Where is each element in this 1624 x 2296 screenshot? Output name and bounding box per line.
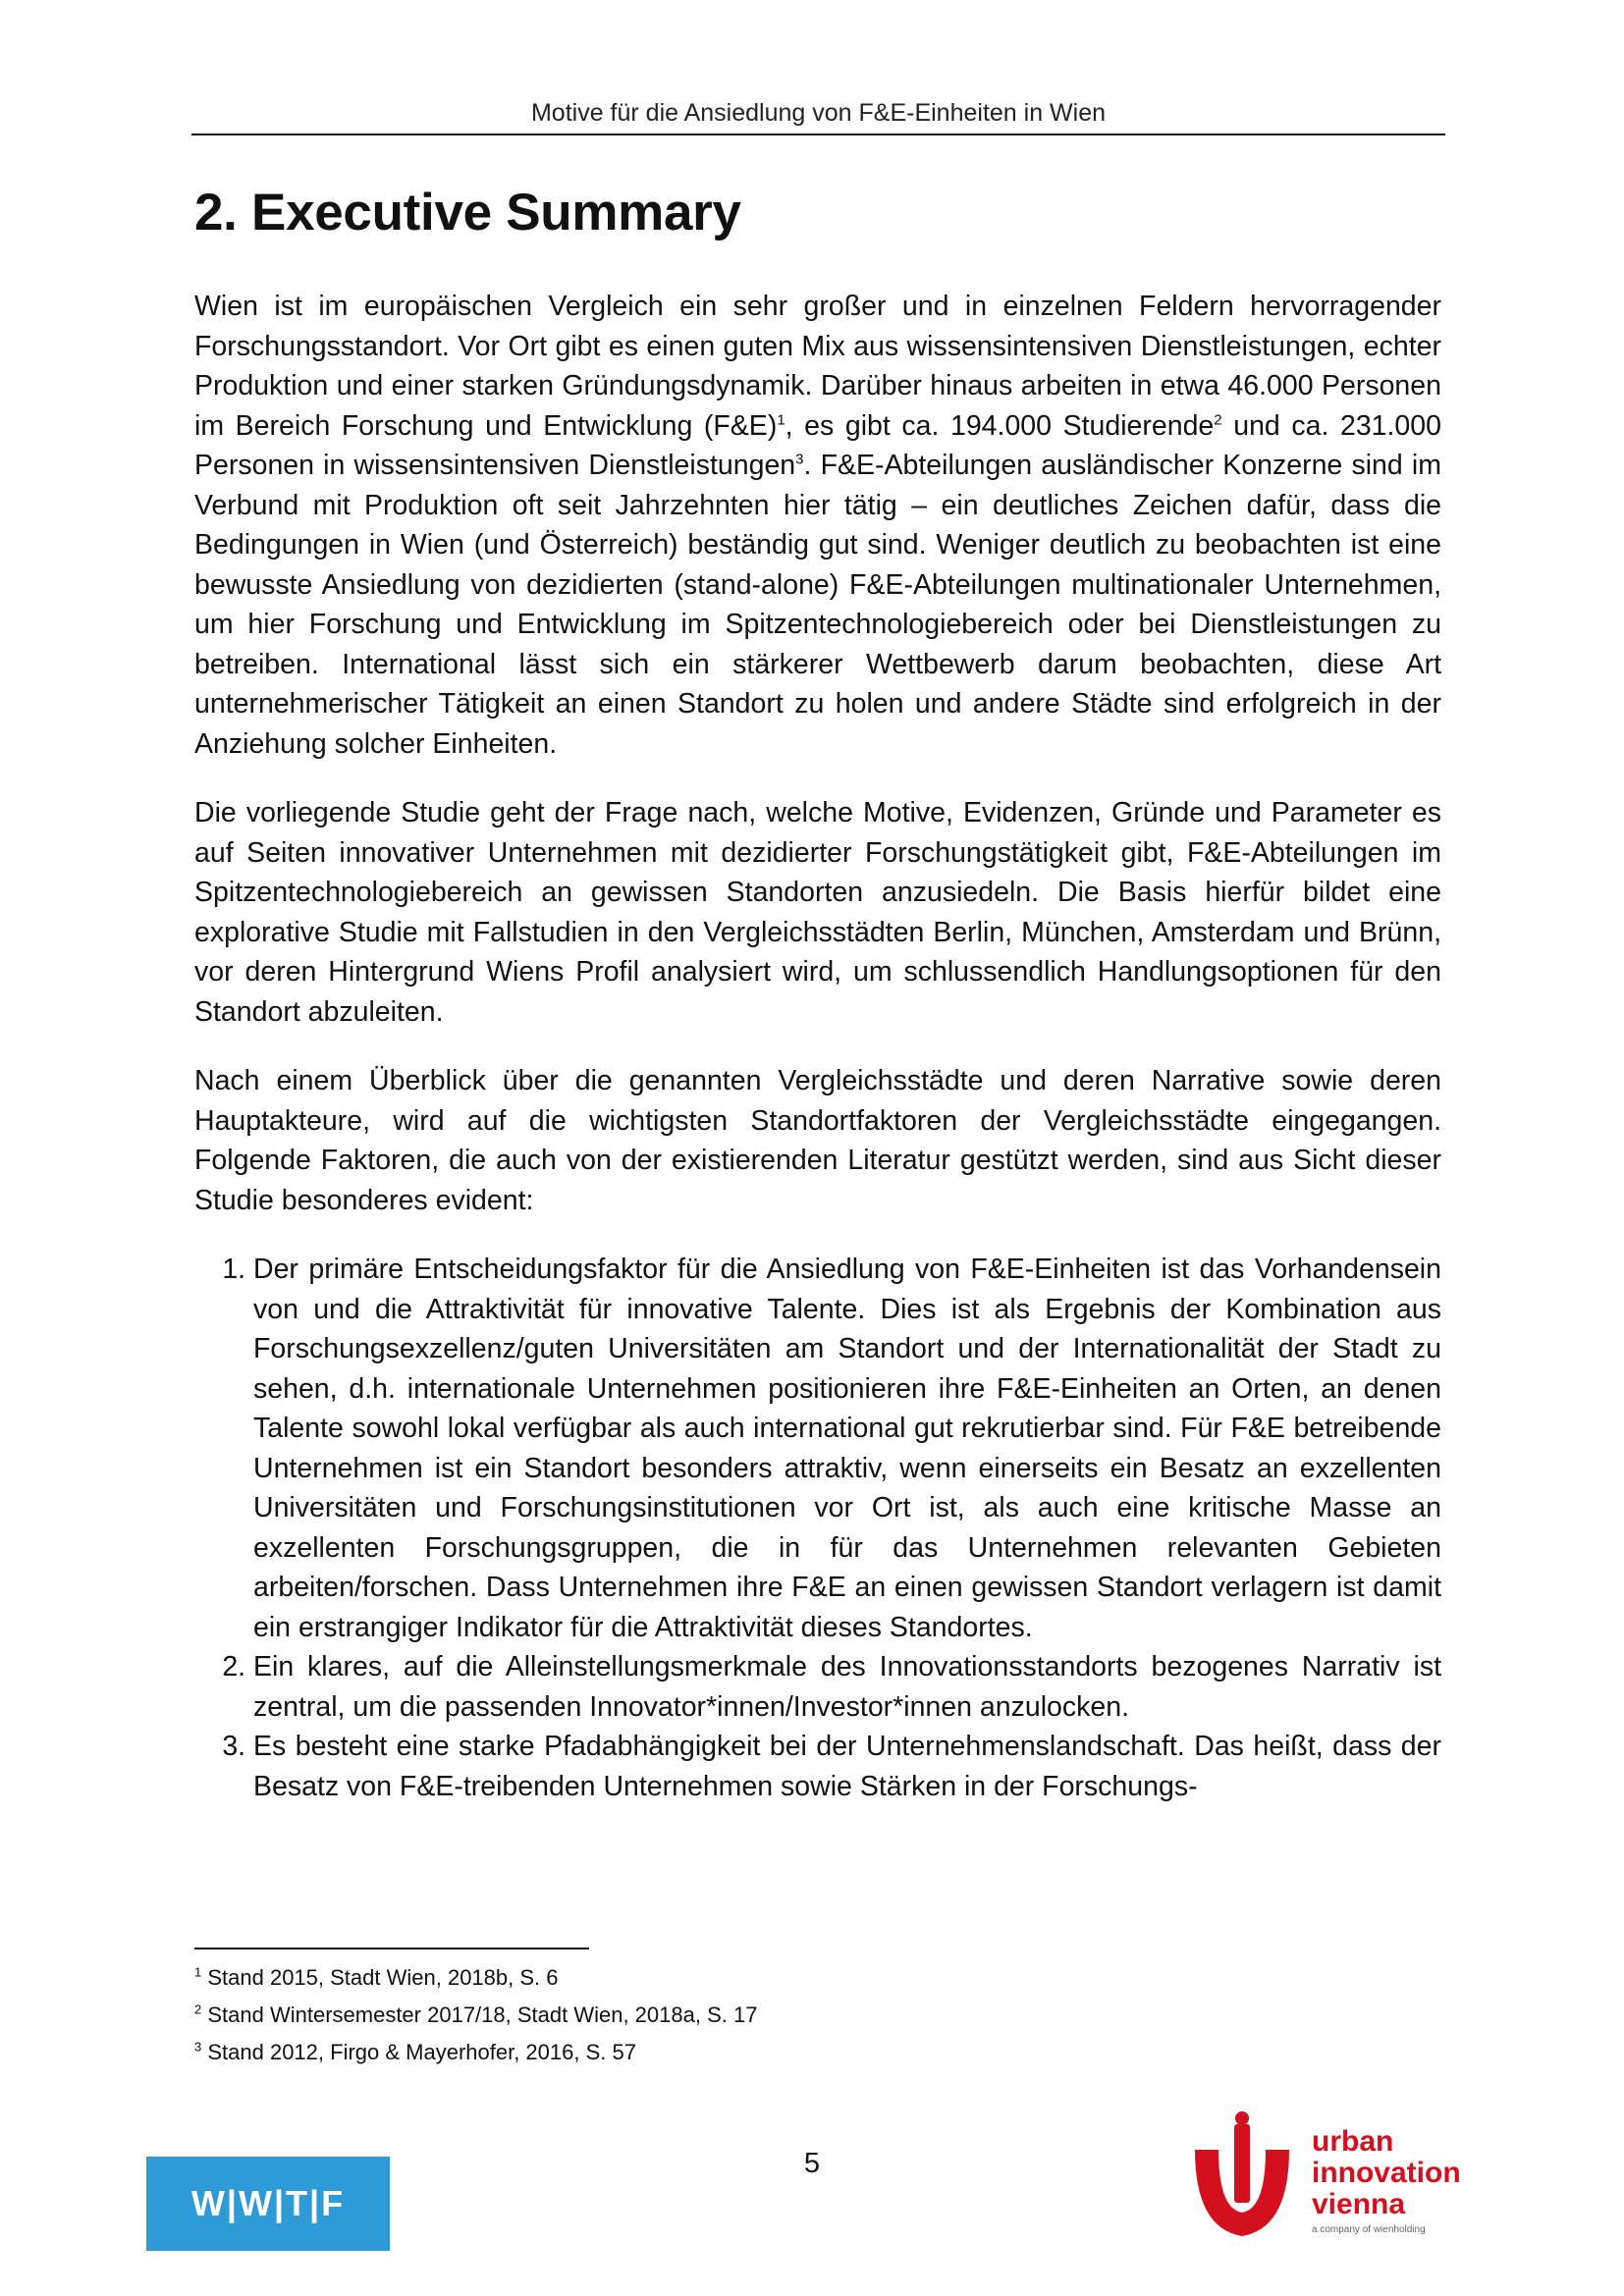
wwtf-logo: W|W|T|F (146, 2157, 390, 2251)
footnote-ref-1: 1 (777, 411, 785, 428)
body-text (194, 287, 1441, 1806)
section-heading: 2. Executive Summary (194, 184, 741, 241)
footnote: $^3$ Stand 2012, Firgo & Mayerhofer, 2016, S. 57 (194, 2039, 636, 2064)
footnote: $^2$ Stand Wintersemester 2017/18, Stadt Wien, 2018a, S. 17 (194, 2002, 758, 2027)
uiv-wordmark: urban innovation vienna (1312, 2125, 1461, 2220)
running-header: Motive für die Ansiedlung von F&E-Einheiten in Wien (191, 94, 1445, 135)
uiv-tagline: a company of wienholding (1312, 2224, 1426, 2235)
list-item: 3. Es besteht eine starke Pfadabhängigkeit bei der Unternehmenslandschaft. Das heißt, dass der Besatz von F&E-treibenden Unternehmen sowie Stärken in der Forschungs- (253, 1727, 1441, 1806)
footnote-divider (194, 1948, 589, 1949)
factor-list (194, 1250, 1441, 1806)
footnotes (194, 1959, 757, 2071)
list-item: 1. Der primäre Entscheidungsfaktor für die Ansiedlung von F&E-Einheiten ist das Vorhandensein von und die Attraktivität für innovative Talente. Dies ist als Ergebnis der Kombination aus Forschungsexzellenz/guten Universitäten am Standort und der Internationalität der Stadt zu sehen, d.h. internationale Unternehmen positionieren ihre F&E-Einheiten an Orten, an denen Talente sowohl lokal verfügbar als auch international gut rekrutierbar sind. Für F&E betreibende Unternehmen ist ein Standort besonders attraktiv, wenn einerseits ein Besatz an exzellenten Universitäten und Forschungsinstitutionen vor Ort ist, als auch eine kritische Masse an exzellenten Forschungsgruppen, die in für das Unternehmen relevanten Gebieten arbeiten/forschen. Dass Unternehmen ihre F&E an einen gewissen Standort verlagern ist damit ein erstrangiger Indikator für die Attraktivität dieses Standortes. (253, 1250, 1441, 1647)
paragraph-study: Die vorliegende Studie geht der Frage nach, welche Motive, Evidenzen, Gründe und Parameter es auf Seiten innovativer Unternehmen mit dezidierter Forschungstätigkeit gibt, F&E-Abteilungen im Spitzentechnologiebereich an gewissen Standorten anzusiedeln. Die Basis hierfür bildet eine explorative Studie mit Fallstudien in den Vergleichsstädten Berlin, München, Amsterdam und Brünn, vor deren Hintergrund Wiens Profil analysiert wird, um schlussendlich Handlungsoptionen für den Standort abzuleiten. (194, 797, 1441, 1028)
footnote-ref-3: 3 (795, 451, 804, 468)
page-number: 5 (803, 2148, 821, 2179)
paragraph-factors: Nach einem Überblick über die genannten Vergleichsstädte und deren Narrative sowie deren Hauptakteure, wird auf die wichtigsten Standortfaktoren der Vergleichsstädte eingegangen. Folgende Faktoren, die auch von der existierenden Literatur gestützt werden, sind aus Sicht dieser Studie besonderes evident: (194, 1065, 1441, 1216)
footnote: $^1$ Stand 2015, Stadt Wien, 2018b, S. 6 (194, 1964, 559, 1990)
list-item: 2. Ein klares, auf die Alleinstellungsmerkmale des Innovationsstandorts bezogenes Narrativ ist zentral, um die passenden Innovator*innen/Investor*innen anzulocken. (253, 1647, 1441, 1727)
footnote-ref-2: 2 (1214, 411, 1222, 428)
paragraph-intro: Wien ist im europäischen Vergleich ein sehr großer und in einzelnen Feldern hervorragender Forschungsstandort. Vor Ort gibt es einen guten Mix aus wissensintensiven Dienstleistungen, echter Produktion und einer starken Gründungsdynamik. Darüber hinaus arbeiten in etwa 46.000 Personen im Bereich Forschung und Entwicklung (F&E)$^1$, es gibt ca. 194.000 Studierende$^2$ und ca. 231.000 Personen in wissensintensiven Dienstleistungen$^3$. F&E-Abteilungen ausländischer Konzerne sind im Verbund mit Produktion oft seit Jahrzehnten hier tätig – ein deutliches Zeichen dafür, dass die Bedingungen in Wien (und Österreich) beständig gut sind. Weniger deutlich zu beobachten ist eine bewusste Ansiedlung von dezidierten (stand-alone) F&E-Abteilungen multinationaler Unternehmen, um hier Forschung und Entwicklung im Spitzentechnologiebereich oder bei Dienstleistungen zu betreiben. International lässt sich ein stärkerer Wettbewerb darum beobachten, diese Art unternehmerischer Tätigkeit an einen Standort zu holen und andere Städte sind erfolgreich in der Anziehung solcher Einheiten. (194, 291, 1442, 760)
